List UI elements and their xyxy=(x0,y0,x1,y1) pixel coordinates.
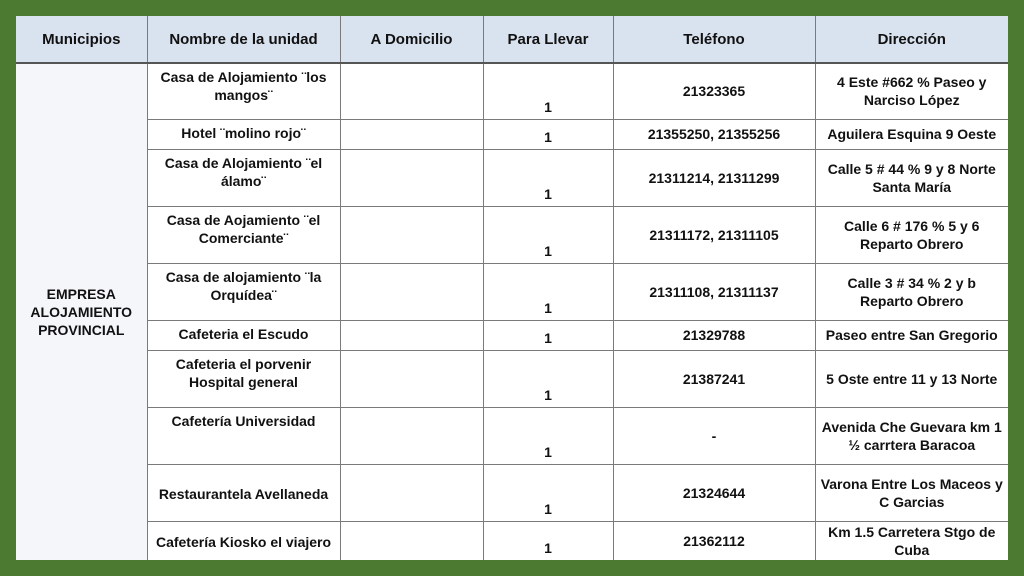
header-municipios: Municipios xyxy=(16,16,147,63)
nombre-cell: Cafetería Universidad xyxy=(147,407,340,464)
nombre-cell: Restaurantela Avellaneda xyxy=(147,464,340,521)
llevar-cell: 1 xyxy=(483,521,613,560)
telefono-cell: 21323365 xyxy=(613,63,815,119)
domicilio-cell xyxy=(340,149,483,206)
table-row xyxy=(16,407,1008,464)
table-row xyxy=(16,119,1008,149)
municipio-cell: EMPRESA ALOJAMIENTO PROVINCIAL xyxy=(16,63,147,560)
domicilio-cell xyxy=(340,63,483,119)
direccion-cell: 5 Oste entre 11 y 13 Norte xyxy=(815,350,1008,407)
direccion-cell: Km 1.5 Carretera Stgo de Cuba xyxy=(815,521,1008,560)
llevar-cell: 1 xyxy=(483,350,613,407)
domicilio-cell xyxy=(340,464,483,521)
document-page xyxy=(16,16,1008,560)
nombre-cell: Cafeteria el Escudo xyxy=(147,320,340,350)
header-llevar: Para Llevar xyxy=(483,16,613,63)
domicilio-cell xyxy=(340,407,483,464)
direccion-cell: Calle 6 # 176 % 5 y 6 Reparto Obrero xyxy=(815,206,1008,263)
table-row xyxy=(16,263,1008,320)
domicilio-cell xyxy=(340,521,483,560)
direccion-cell: Calle 3 # 34 % 2 y b Reparto Obrero xyxy=(815,263,1008,320)
nombre-cell: Cafeteria el porvenir Hospital general xyxy=(147,350,340,407)
telefono-cell: 21355250, 21355256 xyxy=(613,119,815,149)
telefono-cell: 21324644 xyxy=(613,464,815,521)
nombre-cell: Casa de Aojamiento ¨el Comerciante¨ xyxy=(147,206,340,263)
direccion-cell: Aguilera Esquina 9 Oeste xyxy=(815,119,1008,149)
table-row xyxy=(16,464,1008,521)
telefono-cell: 21311214, 21311299 xyxy=(613,149,815,206)
domicilio-cell xyxy=(340,119,483,149)
telefono-cell: - xyxy=(613,407,815,464)
nombre-cell: Casa de Alojamiento ¨los mangos¨ xyxy=(147,63,340,119)
llevar-cell: 1 xyxy=(483,206,613,263)
direccion-cell: 4 Este #662 % Paseo y Narciso López xyxy=(815,63,1008,119)
telefono-cell: 21311108, 21311137 xyxy=(613,263,815,320)
units-table xyxy=(16,16,1008,560)
direccion-cell: Varona Entre Los Maceos y C Garcias xyxy=(815,464,1008,521)
table-row xyxy=(16,206,1008,263)
direccion-cell: Avenida Che Guevara km 1 ½ carrtera Baracoa xyxy=(815,407,1008,464)
llevar-cell: 1 xyxy=(483,407,613,464)
llevar-cell: 1 xyxy=(483,119,613,149)
telefono-cell: 21387241 xyxy=(613,350,815,407)
table-row xyxy=(16,63,1008,119)
table-row xyxy=(16,350,1008,407)
nombre-cell: Casa de alojamiento ¨la Orquídea¨ xyxy=(147,263,340,320)
llevar-cell: 1 xyxy=(483,149,613,206)
telefono-cell: 21362112 xyxy=(613,521,815,560)
header-row xyxy=(16,16,1008,63)
table-row xyxy=(16,320,1008,350)
nombre-cell: Cafetería Kiosko el viajero xyxy=(147,521,340,560)
table-row xyxy=(16,521,1008,560)
telefono-cell: 21311172, 21311105 xyxy=(613,206,815,263)
domicilio-cell xyxy=(340,350,483,407)
llevar-cell: 1 xyxy=(483,320,613,350)
direccion-cell: Calle 5 # 44 % 9 y 8 Norte Santa María xyxy=(815,149,1008,206)
direccion-cell: Paseo entre San Gregorio xyxy=(815,320,1008,350)
header-nombre: Nombre de la unidad xyxy=(147,16,340,63)
header-telefono: Teléfono xyxy=(613,16,815,63)
table-row xyxy=(16,149,1008,206)
domicilio-cell xyxy=(340,320,483,350)
llevar-cell: 1 xyxy=(483,263,613,320)
telefono-cell: 21329788 xyxy=(613,320,815,350)
domicilio-cell xyxy=(340,206,483,263)
llevar-cell: 1 xyxy=(483,464,613,521)
nombre-cell: Hotel ¨molino rojo¨ xyxy=(147,119,340,149)
nombre-cell: Casa de Alojamiento ¨el álamo¨ xyxy=(147,149,340,206)
header-domicilio: A Domicilio xyxy=(340,16,483,63)
llevar-cell: 1 xyxy=(483,63,613,119)
header-direccion: Dirección xyxy=(815,16,1008,63)
domicilio-cell xyxy=(340,263,483,320)
